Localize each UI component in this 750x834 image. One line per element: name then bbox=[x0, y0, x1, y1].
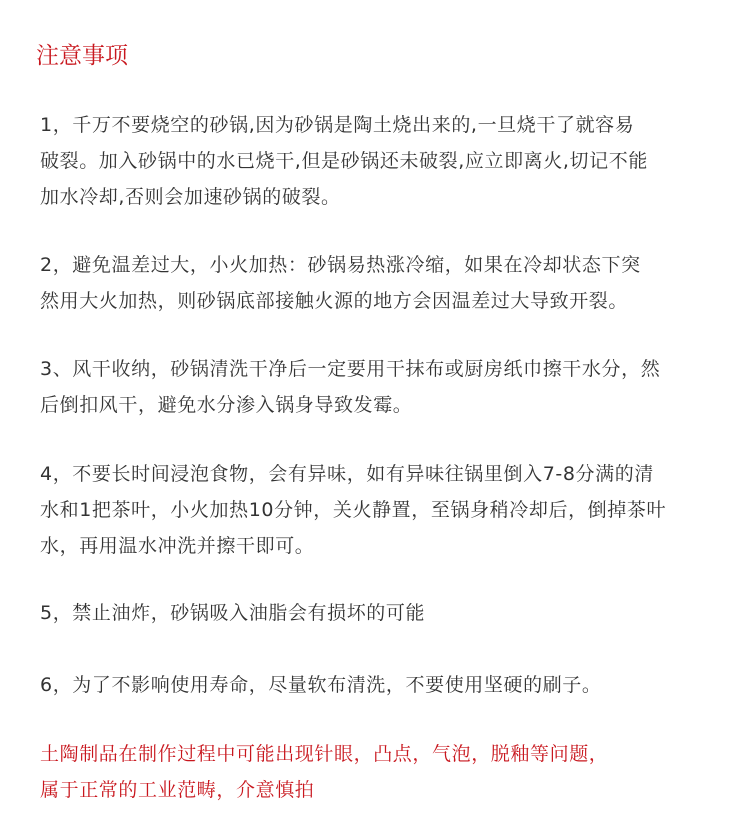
notice-item-6 bbox=[40, 667, 740, 703]
notice-line: 破裂。加入砂锅中的水已烧干,但是砂锅还未破裂,应立即离火,切记不能 bbox=[40, 150, 648, 172]
notice-item-3 bbox=[40, 351, 740, 423]
notice-line: 然用大火加热，则砂锅底部接触火源的地方会因温差过大导致开裂。 bbox=[40, 290, 629, 312]
notice-line: 后倒扣风干，避免水分渗入锅身导致发霉。 bbox=[40, 394, 413, 416]
page-title: 注意事项 bbox=[36, 43, 128, 69]
notice-line: 2，避免温差过大，小火加热：砂锅易热涨冷缩，如果在冷却状态下突 bbox=[40, 254, 641, 276]
notice-line: 加水冷却,否则会加速砂锅的破裂。 bbox=[40, 186, 341, 208]
notice-line: 5，禁止油炸，砂锅吸入油脂会有损坏的可能 bbox=[40, 602, 426, 624]
notice-item-5 bbox=[40, 595, 740, 631]
notice-item-4 bbox=[40, 456, 740, 564]
notice-line: 水和1把茶叶，小火加热10分钟，关火静置，至锅身稍冷却后，倒掉茶叶 bbox=[40, 499, 667, 521]
disclaimer-note bbox=[40, 736, 740, 808]
note-line: 属于正常的工业范畴，介意慎拍 bbox=[40, 779, 315, 801]
notice-line: 1，千万不要烧空的砂锅,因为砂锅是陶土烧出来的,一旦烧干了就容易 bbox=[40, 114, 635, 136]
notice-item-1 bbox=[40, 107, 740, 215]
note-line: 土陶制品在制作过程中可能出现针眼，凸点，气泡，脱釉等问题， bbox=[40, 743, 609, 765]
notice-item-2 bbox=[40, 247, 740, 319]
notice-line: 3、风干收纳，砂锅清洗干净后一定要用干抹布或厨房纸巾擦干水分，然 bbox=[40, 358, 661, 380]
notice-line: 6，为了不影响使用寿命，尽量软布清洗，不要使用坚硬的刷子。 bbox=[40, 674, 602, 696]
notice-line: 水，再用温水冲洗并擦干即可。 bbox=[40, 535, 315, 557]
notice-line: 4，不要长时间浸泡食物，会有异味，如有异味往锅里倒入7-8分满的清 bbox=[40, 463, 654, 485]
